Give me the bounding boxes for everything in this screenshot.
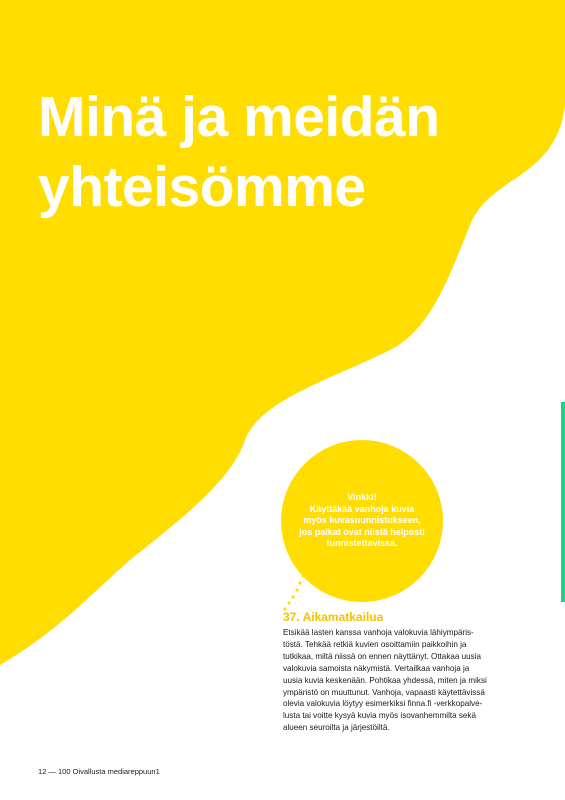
body-line: valokuvia samoista näkymistä. Vertailkaa vanhoja ja bbox=[283, 663, 470, 673]
connector-dot bbox=[295, 588, 298, 591]
title-line-2: yhteisömme bbox=[38, 155, 366, 219]
dotted-connector bbox=[276, 572, 316, 612]
body-line: lusta tai voitte kysyä kuvia myös isovanhemmilta sekä bbox=[283, 711, 476, 721]
connector-dot bbox=[287, 601, 290, 604]
activity-title: 37. Aikamatkailua bbox=[283, 610, 384, 624]
page-footer: 12 — 100 Oivallusta mediareppuun1 bbox=[38, 767, 160, 776]
green-edge-bar bbox=[561, 402, 565, 602]
connector-dot bbox=[301, 574, 304, 577]
tip-line: jos paikat ovat niistä helposti bbox=[299, 526, 425, 537]
connector-dot bbox=[298, 581, 301, 584]
title-line-1: Minä ja meidän bbox=[38, 85, 440, 149]
body-line: olevia valokuvia löytyy esimerkiksi finna.fi -verkkopalve- bbox=[283, 699, 483, 709]
tip-line: tunnistettavissa. bbox=[326, 538, 398, 549]
tip-line: myös kuvasuunnistukseen, bbox=[303, 515, 421, 526]
body-line: ympäristö on muuttunut. Vanhoja, vapaasti käytettävissä bbox=[283, 687, 485, 697]
body-line: töstä. Tehkää retkiä kuvien osoittamiin paikkoihin ja bbox=[283, 639, 467, 649]
tip-text bbox=[287, 492, 437, 550]
tip-line: Käyttäkää vanhoja kuvia bbox=[309, 503, 415, 514]
page-title bbox=[38, 82, 440, 222]
tip-heading: Vinkki! bbox=[347, 492, 377, 503]
activity-body bbox=[283, 627, 523, 734]
body-line: uusia kuvia keskenään. Pohtikaa yhdessä, miten ja miksi bbox=[283, 675, 487, 685]
body-line: Etsikää lasten kanssa vanhoja valokuvia lähiympäris- bbox=[283, 628, 474, 637]
activity-section bbox=[283, 610, 523, 734]
connector-dot bbox=[291, 595, 294, 598]
body-line: alueen seuroilta ja järjestöiltä. bbox=[283, 723, 390, 733]
body-line: tutkikaa, miltä niissä on ennen näyttänyt. Ottakaa uusia bbox=[283, 651, 481, 661]
